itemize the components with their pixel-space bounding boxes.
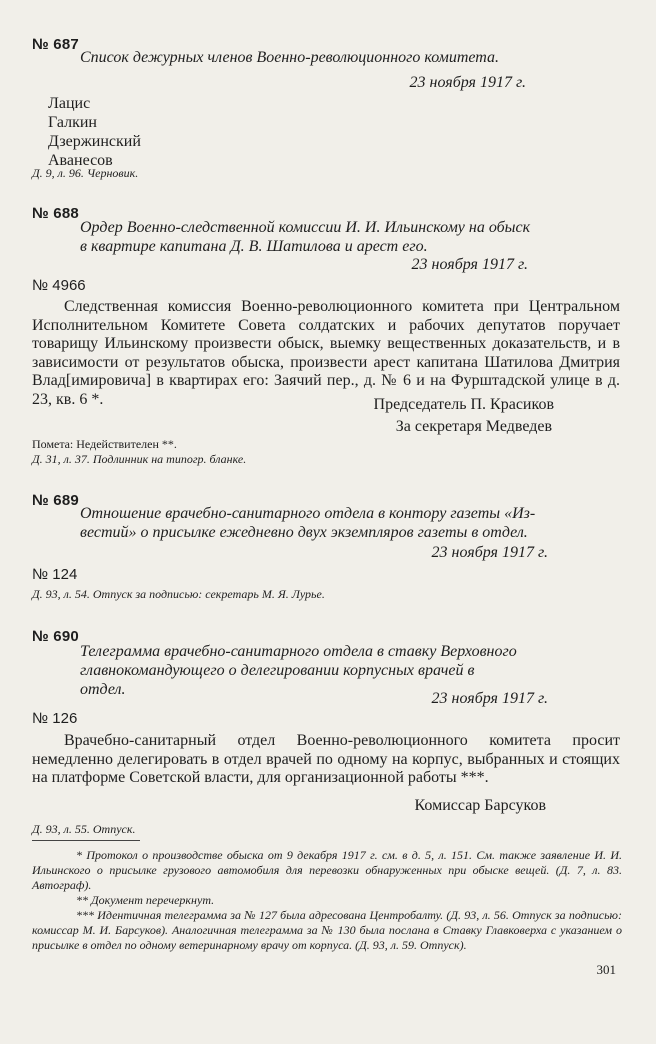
name-item: Лацис xyxy=(48,95,91,112)
doc-689-title-line: Отношение врачебно-санитарного отдела в контору газеты «Из- xyxy=(80,505,536,522)
name-item: Аванесов xyxy=(48,152,113,169)
footnote-1: * Протокол о производстве обыска от 9 декабря 1917 г. см. в д. 5, л. 151. См. также заявление И. И. Ильинского о присылке грузового автомобиля для перевозки обнаруженных при обыске вещей. (Д. 7, л. 83. Автограф). xyxy=(32,848,622,892)
doc-688-signature-secretary: За секретаря Медведев xyxy=(395,418,552,435)
page-number: 301 xyxy=(596,962,616,977)
footnotes xyxy=(32,848,622,953)
doc-688-number: № 688 xyxy=(32,205,79,222)
doc-687-source: Д. 9, л. 96. Черновик. xyxy=(32,166,139,180)
doc-687-names xyxy=(48,94,141,170)
doc-690-title-line: отдел. xyxy=(80,681,126,698)
doc-690-date: 23 ноября 1917 г. xyxy=(431,690,548,707)
doc-688-body: Следственная комиссия Военно-революционного комитета при Центральном Исполнительном Комитете Совета солдатских и рабочих депутатов поручает товарищу Ильинскому произвести обыск, выемку вещественных доказательств, и в зависимости от результатов обыска, произвести арест капитана Шатилова Дмитрия Влад[имировича] в квартирах его: Заячий пер., д. № 6 и на Фурштадской улице в д. 23, кв. 6 *. xyxy=(32,298,620,408)
doc-687-number: № 687 xyxy=(32,36,79,53)
footnote-2: ** Документ перечеркнут. xyxy=(76,893,215,907)
doc-688-source: Д. 31, л. 37. Подлинник на типогр. бланке. xyxy=(32,452,247,466)
footnote-3: *** Идентичная телеграмма за № 127 была адресована Центробалту. (Д. 93, л. 56. Отпуск за подписью: комиссар М. И. Барсуков). Аналогичная телеграмма за № 130 была послана в Ставку Главковерха с указанием о присылке в отдел по одному ветеринарному врачу от корпуса. (Д. 93, л. 59. Отпуск). xyxy=(32,908,622,952)
doc-689-title xyxy=(80,504,620,542)
name-item: Дзержинский xyxy=(48,133,141,150)
doc-690-number: № 690 xyxy=(32,628,79,645)
doc-688-mark: Пометa: Недействителен **. xyxy=(32,437,177,451)
doc-688-title xyxy=(80,218,620,256)
name-item: Галкин xyxy=(48,114,97,131)
doc-688-reg-number: № 4966 xyxy=(32,277,86,294)
doc-688-title-line: в квартире капитана Д. В. Шатилова и арест его. xyxy=(80,238,428,255)
doc-690-title-line: главнокомандующего о делегировании корпусных врачей в xyxy=(80,662,475,679)
doc-689-title-line: вестий» о присылке ежедневно двух экземпляров газеты в отдел. xyxy=(80,524,528,541)
footnote-separator xyxy=(32,840,140,841)
doc-690-source: Д. 93, л. 55. Отпуск. xyxy=(32,822,136,836)
doc-690-signature: Комиссар Барсуков xyxy=(414,797,546,814)
doc-689-date: 23 ноября 1917 г. xyxy=(431,544,548,561)
doc-687-title: Список дежурных членов Военно-революционного комитета. xyxy=(80,49,500,66)
doc-689-number: № 689 xyxy=(32,492,79,509)
doc-688-title-line: Ордер Военно-следственной комиссии И. И. Ильинскому на обыск xyxy=(80,219,531,236)
doc-687-date: 23 ноября 1917 г. xyxy=(409,74,526,91)
doc-688-date: 23 ноября 1917 г. xyxy=(411,256,528,273)
doc-690-reg-number: № 126 xyxy=(32,710,78,727)
doc-690-body: Врачебно-санитарный отдел Военно-революционного комитета просит немедленно делегировать в отдел врачей по одному на корпус, выбранных и стоящих на платформе Советской власти, для организационной работы ***. xyxy=(32,732,620,787)
doc-688-signature-chairman: Председатель П. Красиков xyxy=(373,396,554,413)
doc-689-reg-number: № 124 xyxy=(32,566,78,583)
doc-690-title-line: Телеграмма врачебно-санитарного отдела в ставку Верховного xyxy=(80,643,517,660)
doc-689-source: Д. 93, л. 54. Отпуск за подписью: секретарь М. Я. Лурье. xyxy=(32,587,325,601)
